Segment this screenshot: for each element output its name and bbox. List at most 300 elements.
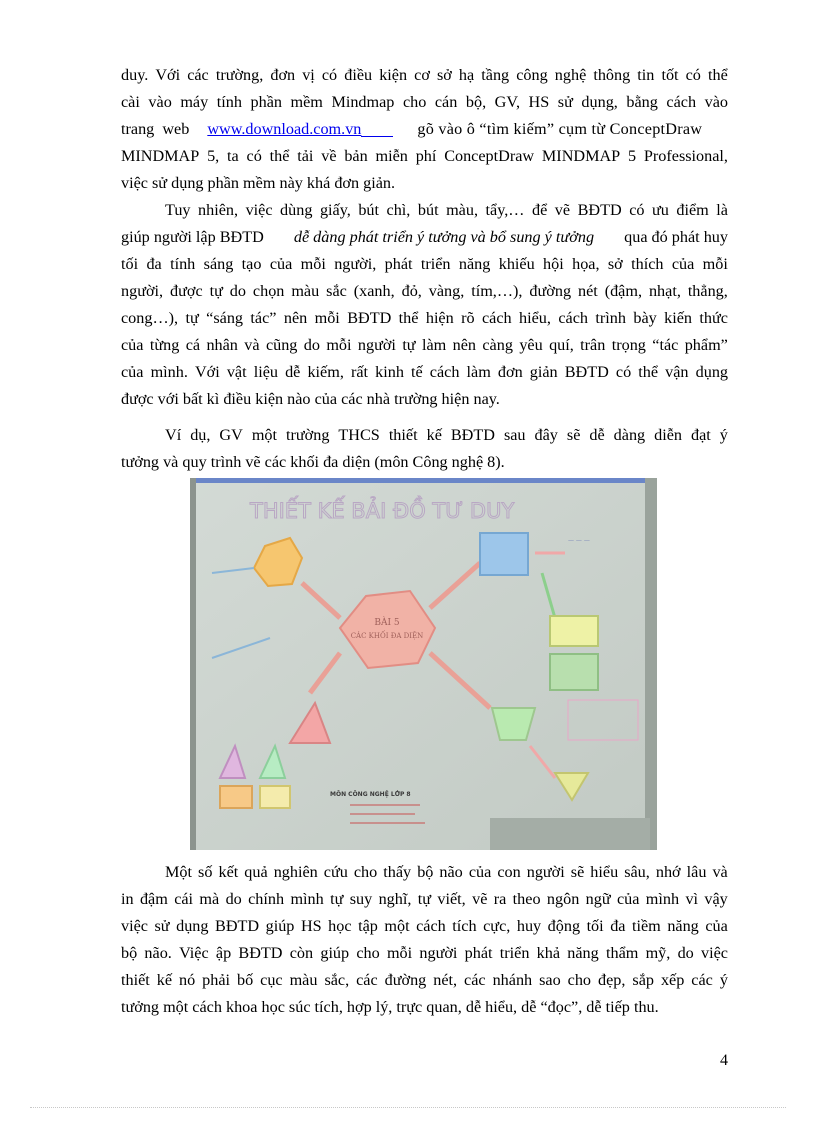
word: bộ [417, 863, 434, 881]
word: bày [633, 309, 657, 327]
word: đỏ, [401, 282, 422, 300]
word: Mindmap [331, 93, 395, 111]
word: là [716, 201, 728, 219]
word: điểm [676, 201, 709, 219]
word: thiết [121, 971, 150, 989]
word: nên [283, 309, 308, 327]
word: cũng [265, 336, 298, 354]
word: ra [493, 890, 507, 908]
word: mỹ, [645, 944, 671, 962]
word: có [685, 66, 701, 84]
word: mỗi [702, 255, 728, 273]
word: sẽ [566, 426, 581, 444]
word: thích [631, 255, 664, 273]
paragraph-1 [121, 62, 728, 197]
word: có [246, 147, 262, 165]
word: thể [707, 66, 728, 84]
word: các [187, 66, 209, 84]
text-fragment: qua đó phát huy [624, 228, 728, 246]
word: đa [146, 255, 162, 273]
word: trọng [611, 336, 646, 354]
word: bút [358, 201, 380, 219]
word: một [251, 426, 277, 444]
word: mình. [150, 363, 188, 381]
word: mà [199, 890, 220, 908]
text-line [121, 224, 728, 251]
word: tốt [661, 66, 679, 84]
word: bản [344, 147, 368, 165]
word: cài [121, 93, 140, 111]
word: việc [245, 201, 273, 219]
word: nhạt, [648, 282, 681, 300]
word: trình [595, 309, 626, 327]
word: bộ [121, 944, 138, 962]
word: giúp [265, 917, 295, 935]
word: bút [417, 201, 439, 219]
text-fragment: gõ vào ô “tìm kiếm” cụm từ ConceptDraw [417, 120, 703, 138]
word: BĐTD [450, 426, 495, 444]
word: cho [356, 944, 380, 962]
word: giúp [320, 944, 350, 962]
word: vật [226, 363, 247, 381]
paragraph-4 [121, 859, 728, 1021]
photo-title: THIẾT KẾ BẢI ĐỒ TƯ DUY [250, 499, 515, 523]
word: năng [667, 917, 699, 935]
word: Với [155, 66, 181, 84]
text-line [121, 913, 728, 940]
word: hiểu [590, 863, 619, 881]
text-line [121, 940, 728, 967]
word: chọn [252, 282, 285, 300]
text-line [121, 143, 728, 170]
word: dụng [695, 363, 728, 381]
word: của [671, 255, 695, 273]
word: kiếm, [307, 363, 344, 381]
word: thấy [383, 863, 412, 881]
word: tự [402, 336, 416, 354]
word: quí, [549, 336, 574, 354]
word: BĐTD [215, 917, 260, 935]
word: tác” [250, 309, 277, 327]
word: BĐTD [564, 363, 609, 381]
word: thông [593, 66, 631, 84]
word: lâu [686, 863, 707, 881]
text-line [121, 62, 728, 89]
word: cách [558, 309, 588, 327]
word: khiếu [498, 255, 535, 273]
word: GV [219, 426, 243, 444]
word: “sáng [206, 309, 244, 327]
word: dụng, [581, 93, 618, 111]
text-line [121, 859, 728, 886]
word: Tuy [165, 201, 191, 219]
word: điều [344, 66, 373, 84]
word: thẩm [605, 944, 639, 962]
word: cho [567, 971, 592, 989]
word: của [616, 890, 640, 908]
word: BĐTD [238, 944, 283, 962]
word: ý [719, 971, 728, 989]
word: xếp [660, 971, 685, 989]
word: đa [610, 917, 626, 935]
word: sâu, [624, 863, 650, 881]
word: BĐTD [577, 201, 622, 219]
word: miễn [375, 147, 408, 165]
footer-divider [30, 1107, 786, 1108]
word: do [303, 336, 320, 354]
word: chì, [386, 201, 411, 219]
word: còn [289, 944, 314, 962]
word: của [121, 336, 144, 354]
word: tập [358, 917, 378, 935]
word: 5 [627, 147, 637, 165]
word: sở [607, 255, 623, 273]
word: yêu [519, 336, 543, 354]
word: kiện [379, 66, 408, 84]
word: thể [638, 363, 659, 381]
word: các [464, 971, 486, 989]
word: rất [350, 363, 369, 381]
word: người, [121, 282, 164, 300]
word: do [229, 282, 246, 300]
word: ngôn [546, 890, 580, 908]
word: cách [666, 93, 697, 111]
word: (đậm, [604, 282, 643, 300]
word: não. [144, 944, 172, 962]
word: nghệ [554, 66, 587, 84]
word: có [321, 66, 338, 84]
word: cực, [483, 917, 511, 935]
page-number: 4 [720, 1052, 728, 1069]
word: đơn [270, 66, 296, 84]
word: làm [421, 336, 447, 354]
word: cho [402, 93, 427, 111]
word: sử [154, 917, 170, 935]
word: nó [179, 971, 196, 989]
word: hiểu, [519, 309, 551, 327]
word: hạ [458, 66, 475, 84]
word: đơn [497, 363, 523, 381]
word: Việc [179, 944, 209, 962]
word: sẽ [570, 863, 585, 881]
word: tự [209, 282, 223, 300]
word: giản [529, 363, 558, 381]
word: tối [121, 255, 139, 273]
word: có [615, 363, 632, 381]
photo-footer: MÔN CÔNG NGHỆ LỚP 8 [330, 791, 411, 798]
word: duy. [121, 66, 149, 84]
word: máy [180, 93, 209, 111]
word: sáng [203, 255, 234, 273]
word: năng [458, 255, 491, 273]
word: vàng, [428, 282, 465, 300]
word: nhánh [492, 971, 533, 989]
word: thể [398, 309, 419, 327]
text-line: tưởng một cách khoa học súc tích, hợp lý, trực quan, dễ hiểu, dễ “đọc”, dễ tiếp thu. [121, 998, 659, 1016]
paragraph-3 [121, 422, 728, 476]
word: người [357, 336, 396, 354]
text-line [121, 278, 728, 305]
word: màu, [446, 201, 478, 219]
word: của [468, 863, 492, 881]
word: huy [516, 917, 542, 935]
word: trường, [215, 66, 264, 84]
word: sở [436, 66, 452, 84]
word: sau [503, 426, 526, 444]
word: cách [481, 309, 512, 327]
word: cách [416, 917, 446, 935]
word: của [269, 255, 293, 273]
word: nên [452, 336, 476, 354]
word: in [121, 890, 134, 908]
italic-phrase: dễ dàng phát triển ý tưởng và bổ sung ý tưởng [293, 228, 595, 246]
word: ngữ [585, 890, 611, 908]
text-line [121, 251, 728, 278]
word: đường [529, 282, 572, 300]
word: cán [434, 93, 458, 111]
word: vì [685, 890, 699, 908]
word: giấy, [319, 201, 351, 219]
word: bộ, [465, 93, 487, 111]
word: MINDMAP [121, 147, 200, 165]
word: ConceptDraw [444, 147, 535, 165]
word: đường [384, 971, 427, 989]
word: phát [384, 255, 413, 273]
word: THCS [338, 426, 380, 444]
word: vị [302, 66, 315, 84]
word: nhiên, [198, 201, 239, 219]
word: tối [586, 917, 604, 935]
word: cong…), [121, 309, 179, 327]
word: thức [699, 309, 728, 327]
word: sao [539, 971, 561, 989]
word: não [439, 863, 463, 881]
text-line [121, 967, 728, 994]
word: hiện [425, 309, 454, 327]
word: sắc [326, 282, 347, 300]
word: dễ [285, 363, 301, 381]
word: việc [121, 917, 148, 935]
word: triển [499, 944, 530, 962]
word: Professional, [643, 147, 728, 165]
word: theo [512, 890, 541, 908]
svg-text:— — —: — — — [568, 537, 590, 544]
text-line [121, 89, 728, 116]
download-link[interactable]: www.download.com.vn [207, 120, 362, 138]
word: cho [353, 863, 378, 881]
word: mỗi [386, 944, 413, 962]
word: các [356, 971, 378, 989]
word: dụ, [190, 426, 211, 444]
word: sắc, [324, 971, 350, 989]
word: cách [429, 363, 460, 381]
text-line [121, 197, 728, 224]
word: dễ [589, 426, 605, 444]
word: thiết [388, 426, 418, 444]
word: mình [645, 890, 680, 908]
word: bằng [626, 93, 658, 111]
word: GV, [494, 93, 520, 111]
word: nhớ [655, 863, 681, 881]
word: viết, [437, 890, 466, 908]
word: thẳng, [687, 282, 728, 300]
word: sử [557, 93, 573, 111]
word: tạo [241, 255, 262, 273]
word: cá [185, 336, 201, 354]
mindmap-drawing [190, 478, 657, 850]
word: số [198, 863, 213, 881]
text-line: tưởng và quy trình vẽ các khối đa diện (môn Công nghệ 8). [121, 453, 505, 471]
word: sắp [632, 971, 654, 989]
word: hội [543, 255, 564, 273]
word: tích [452, 917, 477, 935]
word: kế [426, 426, 442, 444]
word: dùng [280, 201, 313, 219]
text-fragment: trang web [121, 120, 190, 138]
photo-center-line2: CÁC KHỐI ĐA DIỆN [350, 632, 424, 640]
word: đạt [691, 426, 711, 444]
mindmap-photo [190, 478, 657, 850]
word: mỗi [314, 309, 340, 327]
word: diễn [654, 426, 683, 444]
word: để [532, 201, 548, 219]
word: ưu [651, 201, 669, 219]
word: tin [637, 66, 655, 84]
word: tím,…), [471, 282, 523, 300]
word: vào [148, 93, 172, 111]
text-line: việc sử dụng phần mềm này khá đơn giản. [121, 174, 396, 192]
word: đậm [139, 890, 168, 908]
word: phí [415, 147, 437, 165]
word: đây [534, 426, 558, 444]
word: cứu [323, 863, 348, 881]
text-line [121, 359, 728, 386]
word: kiến [664, 309, 692, 327]
word: HS [300, 917, 322, 935]
text-line [121, 332, 728, 359]
word: suy [349, 890, 373, 908]
word: BĐTD [347, 309, 392, 327]
text-line [121, 886, 728, 913]
text-line [121, 305, 728, 332]
word: tầng [481, 66, 510, 84]
word: tẩy,… [485, 201, 525, 219]
word: kinh [375, 363, 404, 381]
word: cơ [414, 66, 430, 84]
word: triển [420, 255, 451, 273]
word: tự [330, 890, 344, 908]
word: một [384, 917, 410, 935]
word: và [244, 336, 260, 354]
word: trân [580, 336, 606, 354]
word: chính [248, 890, 285, 908]
word: liệu [253, 363, 278, 381]
word: nghiên [273, 863, 318, 881]
word: và [712, 863, 728, 881]
word: từng [149, 336, 180, 354]
word: phải [202, 971, 231, 989]
word: con [497, 863, 521, 881]
word: nghĩ, [378, 890, 412, 908]
word: màu [291, 282, 320, 300]
word: vẽ [472, 890, 488, 908]
word: vẽ [554, 201, 571, 219]
word: khả [536, 944, 561, 962]
word: của [121, 363, 144, 381]
word: các [691, 971, 713, 989]
word: phát [464, 944, 493, 962]
word: tính [216, 93, 242, 111]
word: ập [215, 944, 232, 962]
word: động [547, 917, 581, 935]
word: ý [719, 426, 728, 444]
word: đẹp, [598, 971, 626, 989]
word: học [328, 917, 352, 935]
text-line [121, 422, 728, 449]
word: người, [334, 255, 377, 273]
word: dụng [176, 917, 209, 935]
word: năng [567, 944, 599, 962]
word: càng [482, 336, 513, 354]
word: được [170, 282, 203, 300]
paragraph-2 [121, 197, 728, 413]
word: tính [170, 255, 196, 273]
word: Một [165, 863, 192, 881]
word: vậy [704, 890, 728, 908]
word: ta [227, 147, 239, 165]
word: “tác [652, 336, 679, 354]
word: quả [244, 863, 268, 881]
word: kết [218, 863, 239, 881]
word: do [677, 944, 694, 962]
word: cái [174, 890, 194, 908]
word: nét, [433, 971, 458, 989]
word: tiềm [632, 917, 661, 935]
word: người [526, 863, 565, 881]
word: họa, [572, 255, 600, 273]
word: Ví [165, 426, 182, 444]
text-line [121, 116, 728, 143]
word: việc [700, 944, 728, 962]
word: tự [185, 309, 199, 327]
word: do [225, 890, 242, 908]
word: mỗi [300, 255, 326, 273]
word: mình [290, 890, 324, 908]
word: mềm [290, 93, 323, 111]
photo-center-line1: BÀI 5 [374, 618, 400, 628]
word: HS [528, 93, 550, 111]
word: nhân [206, 336, 238, 354]
word: tự [417, 890, 432, 908]
word: Với [194, 363, 220, 381]
text-fragment: giúp người lập BĐTD [121, 228, 264, 246]
word: bố [237, 971, 254, 989]
word: vận [665, 363, 689, 381]
word: làm [466, 363, 491, 381]
word: về [321, 147, 337, 165]
text-line: được với bất kì điều kiện nào của các nhà trường hiện nay. [121, 390, 500, 408]
word: vào [704, 93, 728, 111]
word: màu [289, 971, 318, 989]
word: phần [250, 93, 282, 111]
word: tải [297, 147, 314, 165]
word: nét [577, 282, 598, 300]
word: mỗi [326, 336, 352, 354]
word: của [705, 917, 728, 935]
word: MINDMAP [541, 147, 621, 165]
word: phẩm” [684, 336, 728, 354]
word: người [419, 944, 458, 962]
